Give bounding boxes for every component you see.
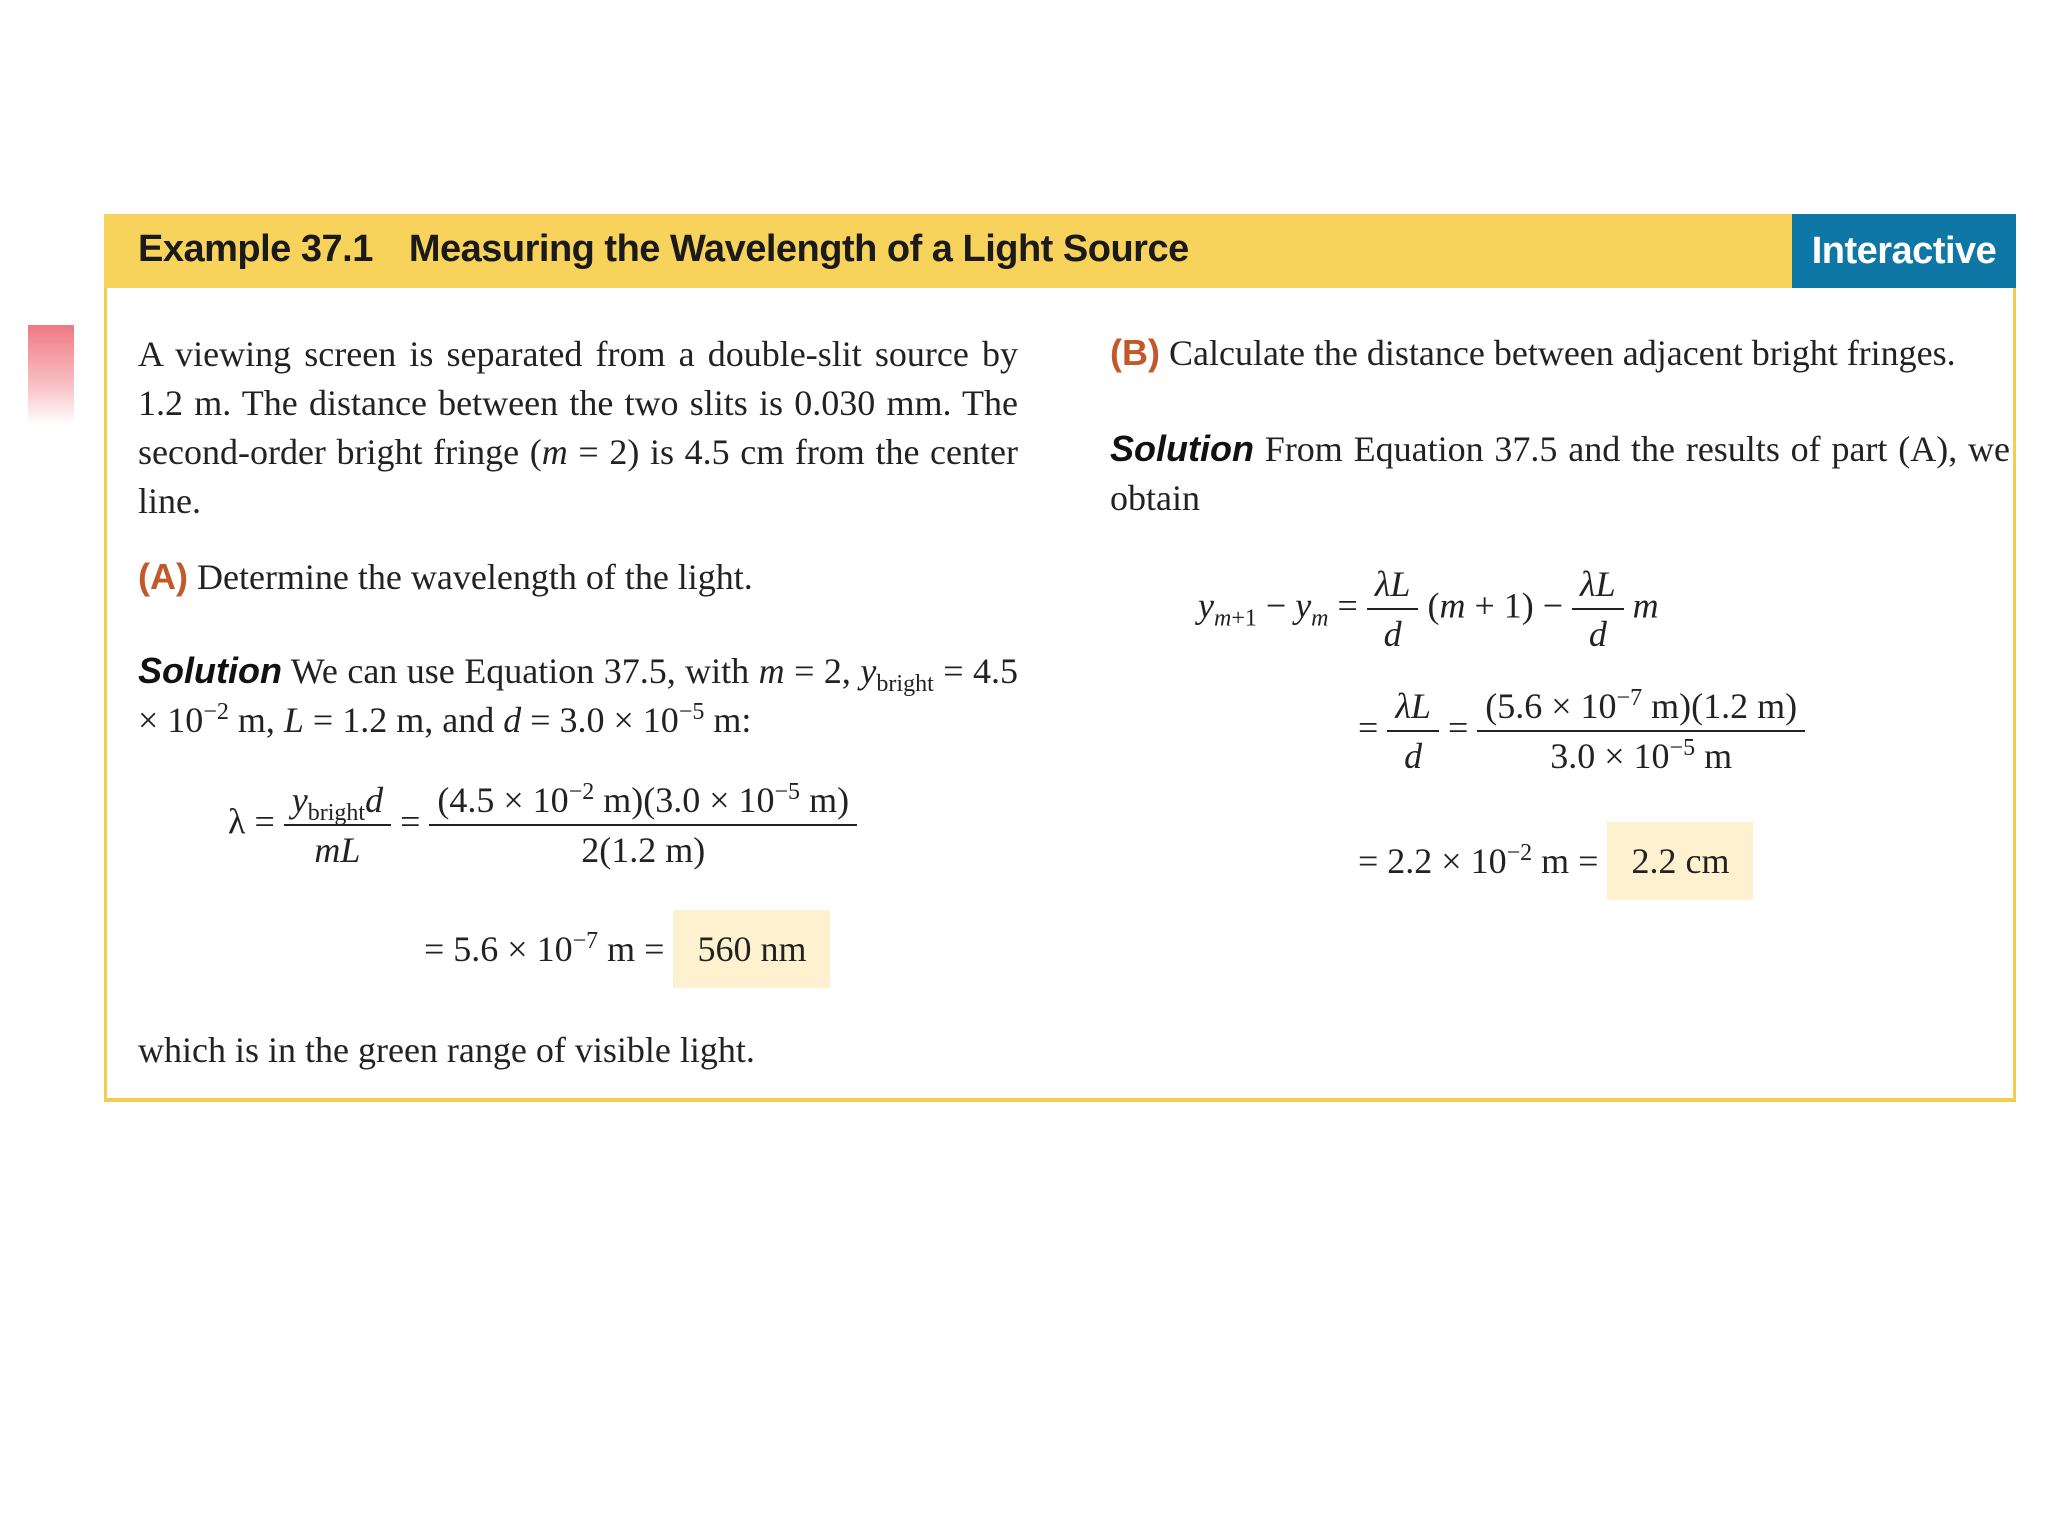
fraction-values-a: $\frac{(4.5 \times 10^{-2} m)(3.0 \times 10^{-5} m)}{2(1.2 m)}$	[429, 778, 857, 872]
example-heading: Measuring the Wavelength of a Light Source	[408, 228, 1189, 270]
fraction-lambdaL-over-d-3: $\frac{\lambda L}{d}$	[1387, 684, 1439, 778]
part-b-text: Calculate the distance between adjacent bright fringes.	[1168, 333, 1956, 373]
solution-b-text: From Equation 37.5 and the results of part (A), we obtain	[1110, 429, 2011, 518]
fraction-lambdaL-over-d-1: $\frac{\lambda L}{d}$	[1367, 562, 1419, 656]
side-bookmark-tab	[28, 325, 74, 425]
solution-a-label: Solution	[138, 650, 282, 691]
example-number: Example 37.1	[138, 228, 373, 270]
example-header	[104, 214, 1792, 288]
conclusion-a: which is in the green range of visible light.	[138, 1030, 755, 1070]
part-b-label: (B)	[1110, 332, 1160, 373]
fraction-ybright-d-over-mL: $\frac{y_{bright}d}{mL}$	[284, 778, 391, 872]
part-b-prompt	[1110, 328, 2010, 378]
equation-lambda: λ = $\frac{y_{bright}d}{mL}$ = $\frac{(4.5 \times 10^{-2} m)(3.0 \times 10^{-5} m)}{2(1.2 m)}$	[228, 778, 857, 872]
answer-a-highlight: 560 nm	[673, 910, 830, 988]
fraction-values-b: $\frac{(5.6 \times 10^{-7} m)(1.2 m)}{3.0 \times 10^{-5} m}$	[1477, 684, 1805, 778]
problem-text-content: A viewing screen is separated from a double-slit source by 1.2 m. The distance between the two slits is 0.030 mm. The second-order bright fringe (m = 2) is 4.5 cm from the center line.	[138, 334, 1018, 521]
part-a-label: (A)	[138, 556, 188, 597]
lambda-result-text: = $5.6 \times 10^{-7}$ m =	[424, 928, 674, 969]
solution-b	[1110, 424, 2010, 523]
solution-a	[138, 646, 1018, 745]
interactive-button[interactable]: Interactive	[1792, 214, 2016, 288]
answer-b-highlight: 2.2 cm	[1607, 822, 1753, 900]
solution-b-label: Solution	[1110, 428, 1254, 469]
problem-statement	[138, 330, 1018, 526]
fraction-lambdaL-over-d-2: $\frac{\lambda L}{d}$	[1572, 562, 1624, 656]
part-a-text: Determine the wavelength of the light.	[196, 557, 753, 597]
equation-fringe-result	[1358, 822, 1753, 900]
example-title	[138, 228, 1189, 271]
equation-fringe-values: = $\frac{\lambda L}{d}$ = $\frac{(5.6 \times 10^{-7} m)(1.2 m)}{3.0 \times 10^{-5} m}$	[1358, 684, 1805, 778]
solution-a-text: We can use Equation 37.5, with m = 2, $y_{bright} = 4.5 \times 10^{-2}$ m, L = 1.2 m, and $d = 3.0 \times 10^{-5}$ m:	[138, 651, 1018, 740]
fringe-result-text: = $2.2 \times 10^{-2}$ m =	[1358, 840, 1608, 881]
equation-lambda-result	[424, 910, 830, 988]
equation-fringe-difference: $y_{m+1} - y_m$ = $\frac{\lambda L}{d}$ (m + 1) − $\frac{\lambda L}{d}$ m	[1198, 564, 1659, 654]
part-a-prompt	[138, 552, 1018, 602]
